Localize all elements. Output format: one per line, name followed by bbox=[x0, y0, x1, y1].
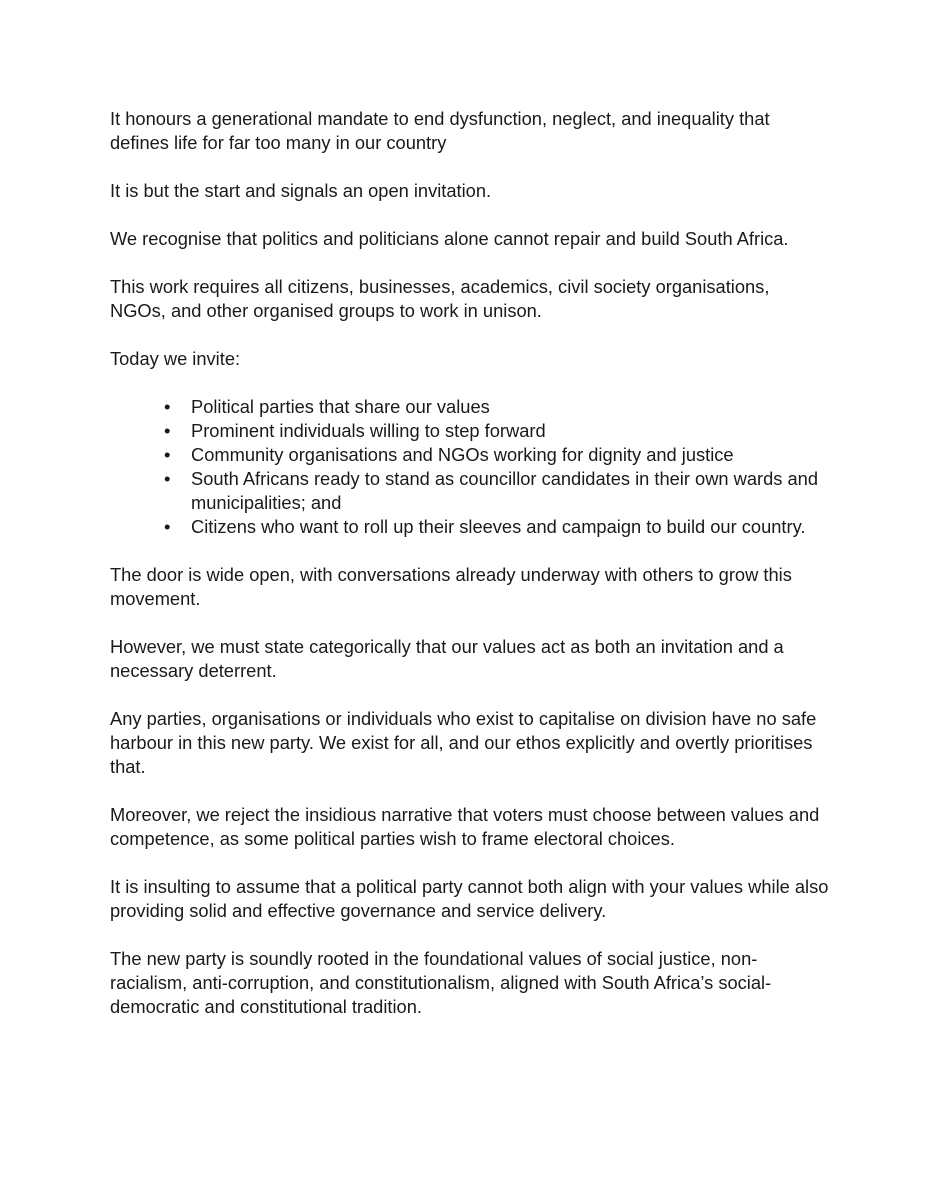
list-item: • Citizens who want to roll up their sleeves and campaign to build our country. bbox=[110, 515, 830, 539]
paragraph-mandate: It honours a generational mandate to end dysfunction, neglect, and inequality that defines life for far too many in our country bbox=[110, 108, 770, 153]
paragraph-today-we-invite: Today we invite: bbox=[110, 348, 241, 369]
invite-list bbox=[110, 395, 830, 539]
list-item: • Prominent individuals willing to step forward bbox=[110, 419, 830, 443]
paragraph-deterrent: However, we must state categorically that our values act as both an invitation and a necessary deterrent. bbox=[110, 636, 784, 681]
paragraph-foundational-values: The new party is soundly rooted in the foundational values of social justice, non-racialism, anti-corruption, and constitutionalism, aligned with South Africa’s social-democratic and constitutional tradition. bbox=[110, 948, 772, 1017]
paragraph-work-in-unison: This work requires all citizens, businesses, academics, civil society organisations, NGOs, and other organised groups to work in unison. bbox=[110, 276, 770, 321]
list-item: • Political parties that share our values bbox=[110, 395, 830, 419]
paragraph-insulting: It is insulting to assume that a political party cannot both align with your values while also providing solid and effective governance and service delivery. bbox=[110, 876, 829, 921]
paragraph-door-open: The door is wide open, with conversations already underway with others to grow this movement. bbox=[110, 564, 792, 609]
document-page bbox=[110, 107, 830, 1043]
list-item: • Community organisations and NGOs working for dignity and justice bbox=[110, 443, 830, 467]
paragraph-values-competence: Moreover, we reject the insidious narrative that voters must choose between values and competence, as some political parties wish to frame electoral choices. bbox=[110, 804, 820, 849]
paragraph-politics-alone: We recognise that politics and politicians alone cannot repair and build South Africa. bbox=[110, 228, 789, 249]
paragraph-no-safe-harbour: Any parties, organisations or individuals who exist to capitalise on division have no safe harbour in this new party. We exist for all, and our ethos explicitly and overtly prioritises that. bbox=[110, 708, 817, 777]
list-item: • South Africans ready to stand as councillor candidates in their own wards and municipalities; and bbox=[110, 467, 830, 515]
paragraph-open-invitation: It is but the start and signals an open invitation. bbox=[110, 180, 492, 201]
